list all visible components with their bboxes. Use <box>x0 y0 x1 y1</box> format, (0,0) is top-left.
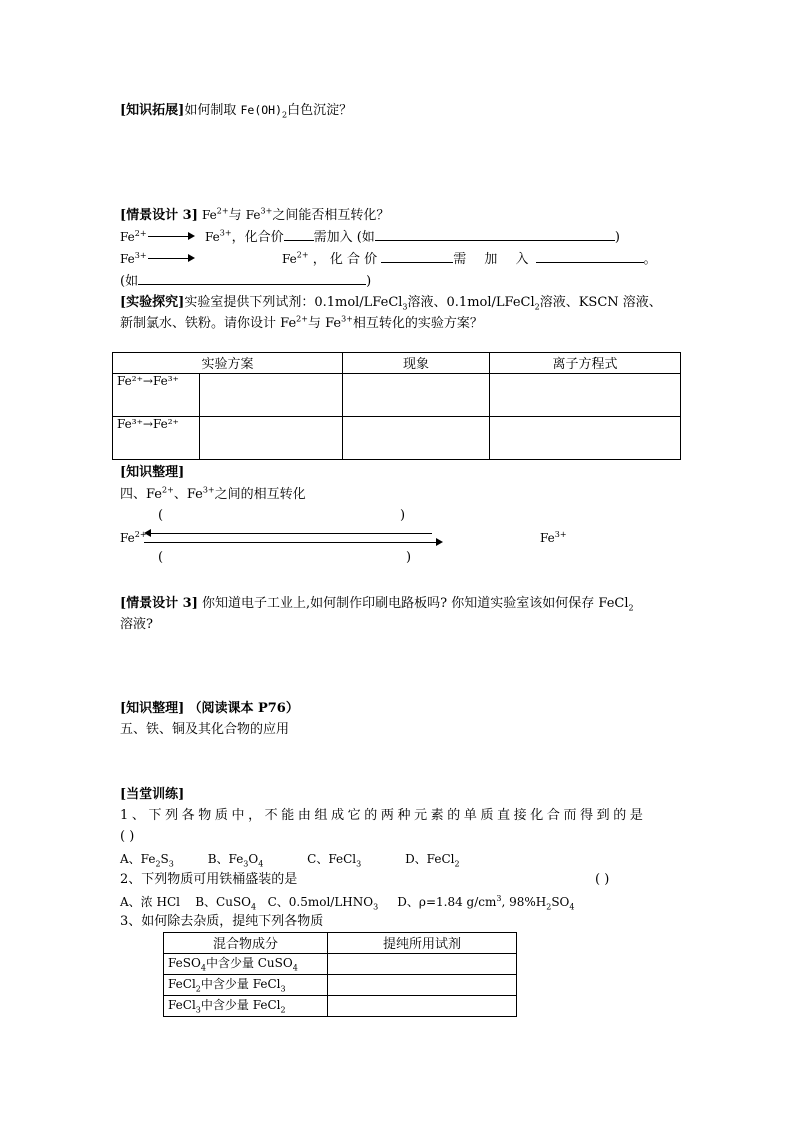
arrow-right <box>144 542 436 543</box>
answer-cell[interactable] <box>490 374 681 417</box>
answer-cell[interactable] <box>343 417 490 460</box>
answer-cell[interactable] <box>200 417 343 460</box>
ext-question: [知识拓展]如何制取 $Fe(OH)_2$白色沉淀？ <box>120 103 353 120</box>
conv-row2-from: $Fe^{3+}$ <box>120 251 147 266</box>
answer-cell[interactable] <box>328 975 517 996</box>
section-tag: [知识整理] <box>120 465 185 480</box>
section-tag: [当堂训练] <box>120 787 185 802</box>
blank-line <box>138 272 366 285</box>
table-header: 现象 <box>343 353 490 374</box>
section-tag: [知识整理] <box>120 701 185 716</box>
table-row: FeCl$_3$中含少量 FeCl$_2$ <box>164 996 517 1017</box>
section-tag: [情景设计 3] <box>120 596 198 611</box>
org2-subtitle: 五、铁、铜及其化合物的应用 <box>120 722 290 737</box>
conv-row3: (如 ) <box>120 274 372 289</box>
conv-row2-text: $Fe^{2+}$ ， 化 合 价 需 加 入 。 <box>282 250 657 267</box>
arrow-left <box>150 533 432 534</box>
arrow-right <box>148 236 192 237</box>
scene3b-line2: 溶液? <box>120 617 153 632</box>
arrowhead-icon <box>436 538 443 546</box>
answer-cell[interactable] <box>490 417 681 460</box>
answer-cell[interactable] <box>328 954 517 975</box>
section-tag: [知识拓展] <box>120 103 185 118</box>
table-header: 实验方案 <box>113 353 343 374</box>
answer-cell[interactable] <box>200 374 343 417</box>
arrowhead-icon <box>188 232 195 240</box>
exp-line2: 新制氯水、铁粉。请你设计 $Fe^{2+}$与 $Fe^{3+}$相互转化的实验方案？ <box>120 314 483 331</box>
experiment-table <box>112 352 681 460</box>
scene3-title: [情景设计 3] $Fe^{2+}$与 $Fe^{3+}$之间能否相互转化？ <box>120 206 390 223</box>
table-header: 提纯所用试剂 <box>328 933 517 954</box>
scene3b-line1: [情景设计 3] 你知道电子工业上,如何制作印刷电路板吗? 你知道实验室该如何保存 FeCl$_2$ <box>120 596 634 613</box>
org2-title: [知识整理] （阅读课本 P76） <box>120 701 299 716</box>
q3-text: 3、如何除去杂质，提纯下列各物质 <box>120 914 324 929</box>
paren-close: ) <box>406 550 412 565</box>
q2-options: A、浓 HCl B、CuSO$_4$ C、$0.5mol/LHNO_3$ D、ρ=1.84 $g/cm^3$, $98\%H_2SO_4$ <box>120 894 575 912</box>
table-header: 离子方程式 <box>490 353 681 374</box>
org1-title: 四、$Fe^{2+}$、$Fe^{3+}$之间的相互转化 <box>120 485 306 502</box>
q2-text: 2、下列物质可用铁桶盛装的是 <box>120 872 298 887</box>
purification-table <box>163 932 517 1017</box>
paren-open: ( <box>158 508 164 523</box>
q2-answer[interactable]: ( ) <box>595 872 610 887</box>
blank-line <box>381 250 453 263</box>
fe3-label: $Fe^{3+}$ <box>540 530 567 545</box>
fe2-label: $Fe^{2+}$ <box>120 530 147 545</box>
answer-cell[interactable] <box>328 996 517 1017</box>
table-row: FeCl$_2$中含少量 FeCl$_3$ <box>164 975 517 996</box>
blank-line <box>536 250 644 263</box>
answer-cell[interactable] <box>343 374 490 417</box>
table-row: Fe³⁺→Fe²⁺ <box>113 417 681 460</box>
arrowhead-icon <box>144 529 151 537</box>
arrow-right <box>148 258 192 259</box>
paren-open: ( <box>158 550 164 565</box>
table-row: Fe²⁺→Fe³⁺ <box>113 374 681 417</box>
q1-text: 1、下列各物质中，不能由组成它的两种元素的单质直接化合而得到的是 <box>120 808 647 823</box>
section-tag: [实验探究] <box>120 295 185 310</box>
arrowhead-icon <box>188 254 195 262</box>
exp-line1: [实验探究]实验室提供下列试剂：0.1mol/LFeCl$_3$溶液、0.1mol/LFeCl$_2$溶液、KSCN 溶液、 <box>120 295 662 312</box>
table-header: 混合物成分 <box>164 933 328 954</box>
section-tag: [情景设计 3] <box>120 208 198 223</box>
conv-row1-text: $Fe^{3+}$，化合价 需加入 (如 ) <box>205 228 620 245</box>
q1-answer[interactable]: ( ) <box>120 829 135 844</box>
q1-options: A、$Fe_2S_3$ B、$Fe_3O_4$ C、FeCl$_3$ D、FeCl$_2$ <box>120 852 460 869</box>
blank-line <box>375 228 615 241</box>
paren-close: ) <box>400 508 406 523</box>
conv-row1-from: $Fe^{2+}$ <box>120 229 147 244</box>
blank-line <box>284 228 314 241</box>
table-row: FeSO$_4$中含少量 CuSO$_4$ <box>164 954 517 975</box>
